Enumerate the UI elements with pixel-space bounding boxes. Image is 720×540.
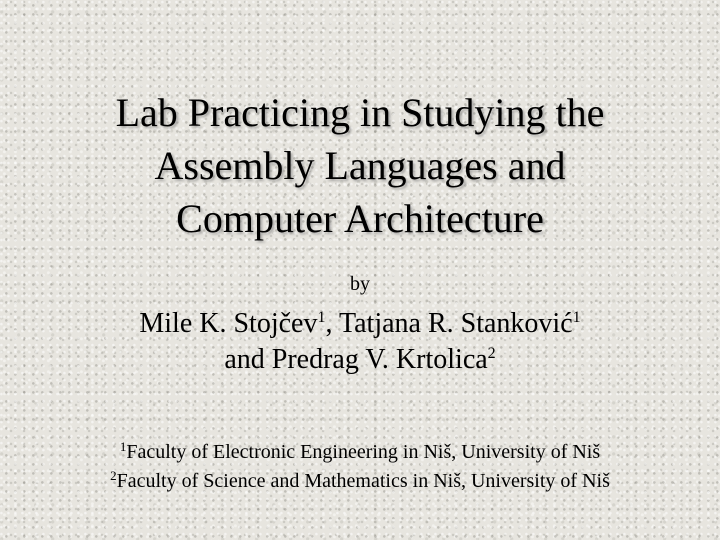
slide-title xyxy=(40,86,680,245)
affiliation-item xyxy=(20,438,700,467)
affiliation-text: Faculty of Electronic Engineering in Niš, University of Niš xyxy=(126,441,601,463)
affiliation-number: 2 xyxy=(110,468,117,483)
affiliation-marker: 2 xyxy=(487,345,496,362)
title-line: Computer Architecture xyxy=(176,196,544,241)
affiliation-number: 1 xyxy=(119,439,127,454)
author-name: Predrag V. Krtolica xyxy=(271,344,488,375)
author-separator: , xyxy=(325,308,339,339)
title-line: Lab Practicing in Studying the xyxy=(115,90,605,135)
author-name: Tatjana R. Stanković xyxy=(338,308,573,339)
author-conjunction: and xyxy=(224,344,272,375)
affiliation-marker: 1 xyxy=(572,309,581,326)
affiliation-marker: 1 xyxy=(317,309,326,326)
affiliation-list xyxy=(20,438,700,496)
author-line xyxy=(20,306,700,342)
by-label: by xyxy=(350,273,370,295)
affiliation-item xyxy=(20,467,700,496)
author-name: Mile K. Stojčev xyxy=(139,308,318,339)
title-line: Assembly Languages and xyxy=(154,143,566,188)
affiliation-text: Faculty of Science and Mathematics in Niš, University of Niš xyxy=(116,470,610,492)
author-line xyxy=(20,342,700,378)
author-list xyxy=(20,306,700,378)
